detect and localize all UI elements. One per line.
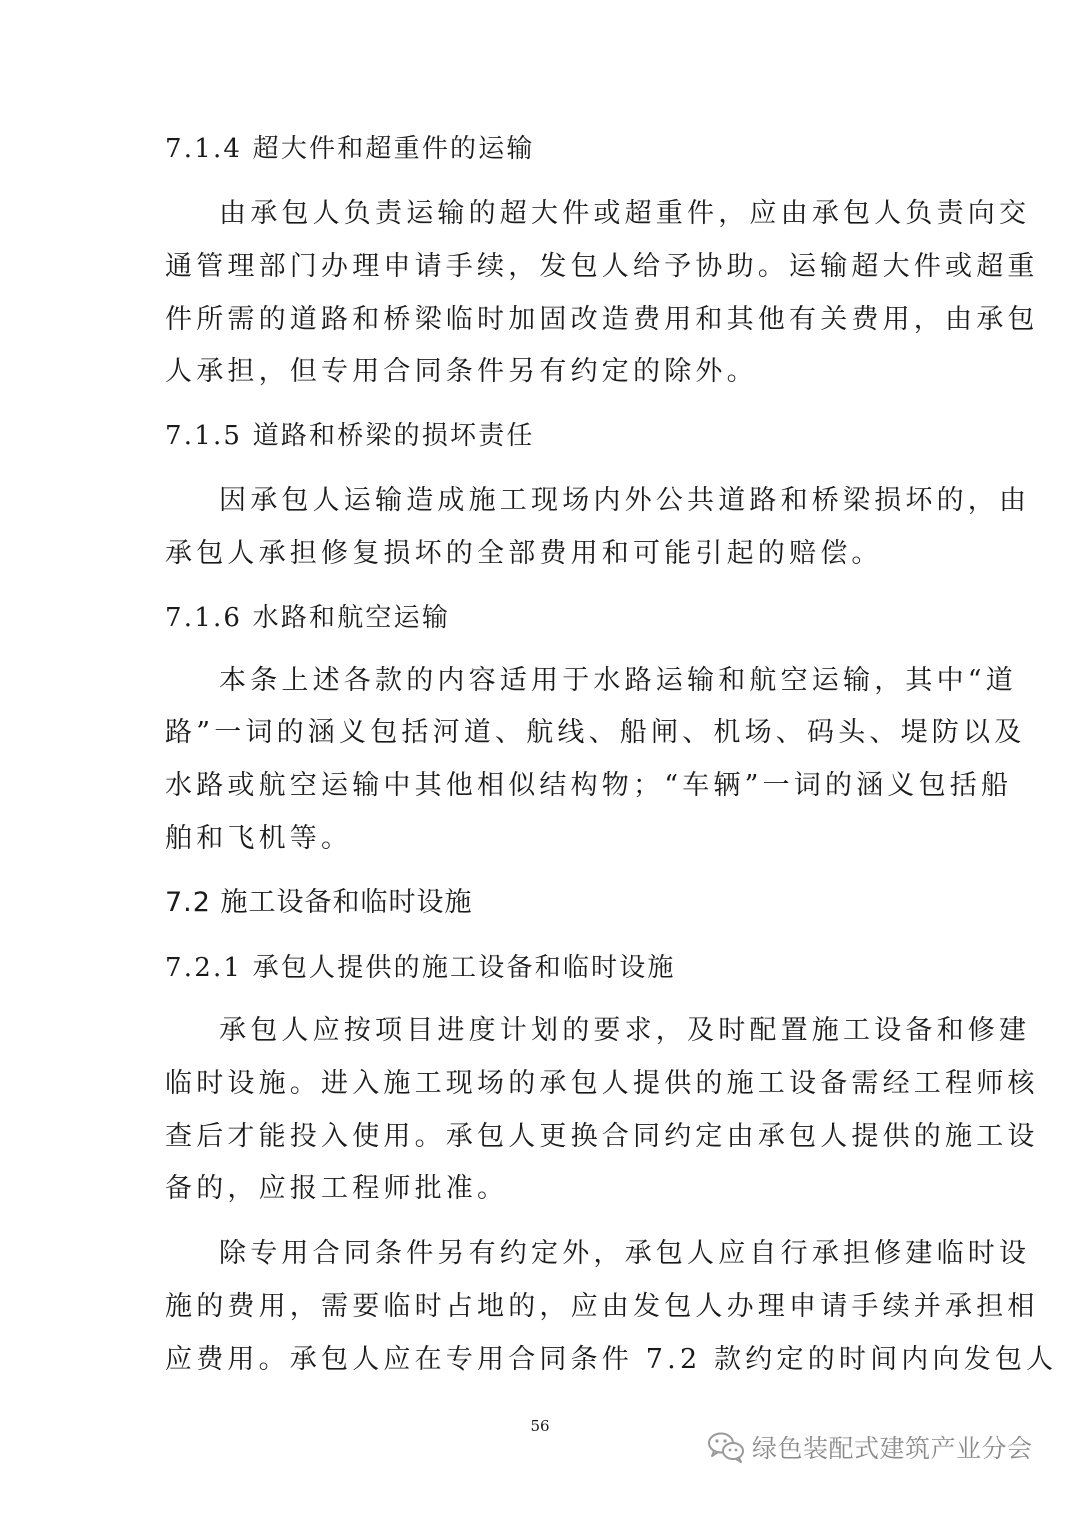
paragraph-line: 本条上述各款的内容适用于水路运输和航空运输，其中“道: [219, 665, 1018, 696]
watermark: [706, 1430, 1033, 1464]
paragraph-line: 件所需的道路和桥梁临时加固改造费用和其他有关费用，由承包: [165, 304, 1039, 335]
paragraph-line: 临时设施。进入施工现场的承包人提供的施工设备需经工程师核: [165, 1068, 1039, 1099]
paragraph-line: 通管理部门办理申请手续，发包人给予协助。运输超大件或超重: [165, 251, 1039, 282]
paragraph-line: 水路或航空运输中其他相似结构物；“车辆”一词的涵义包括船: [165, 770, 1013, 801]
paragraph-line: 应费用。承包人应在专用合同条件 7.2 款约定的时间内向发包人: [165, 1344, 1058, 1375]
heading-7-1-5: 7.1.5 道路和桥梁的损坏责任: [165, 421, 535, 451]
paragraph-line: 除专用合同条件另有约定外，承包人应自行承担修建临时设: [219, 1238, 1031, 1269]
paragraph-line: 因承包人运输造成施工现场内外公共道路和桥梁损坏的，由: [219, 485, 1031, 516]
paragraph-line: 舶和飞机等。: [165, 823, 353, 854]
paragraph-line: 路”一词的涵义包括河道、航线、船闸、机场、码头、堤防以及: [165, 717, 1026, 748]
paragraph-line: 由承包人负责运输的超大件或超重件，应由承包人负责向交: [219, 198, 1031, 229]
heading-7-1-6: 7.1.6 水路和航空运输: [165, 603, 451, 633]
paragraph-line: 承包人承担修复损坏的全部费用和可能引起的赔偿。: [165, 538, 883, 569]
heading-7-2-1: 7.2.1 承包人提供的施工设备和临时设施: [165, 953, 676, 983]
watermark-text: 绿色装配式建筑产业分会: [752, 1434, 1033, 1463]
paragraph-line: 人承担，但专用合同条件另有约定的除外。: [165, 356, 758, 387]
paragraph-line: 施的费用，需要临时占地的，应由发包人办理申请手续并承担相: [165, 1291, 1039, 1322]
paragraph-line: 查后才能投入使用。承包人更换合同约定由承包人提供的施工设: [165, 1121, 1039, 1152]
wechat-icon: [706, 1430, 746, 1464]
paragraph-line: 备的，应报工程师批准。: [165, 1173, 509, 1204]
heading-7-2: 7.2 施工设备和临时设施: [165, 887, 473, 918]
paragraph-line: 承包人应按项目进度计划的要求，及时配置施工设备和修建: [219, 1015, 1031, 1046]
heading-7-1-4: 7.1.4 超大件和超重件的运输: [165, 134, 535, 164]
page-number: 56: [530, 1417, 550, 1435]
